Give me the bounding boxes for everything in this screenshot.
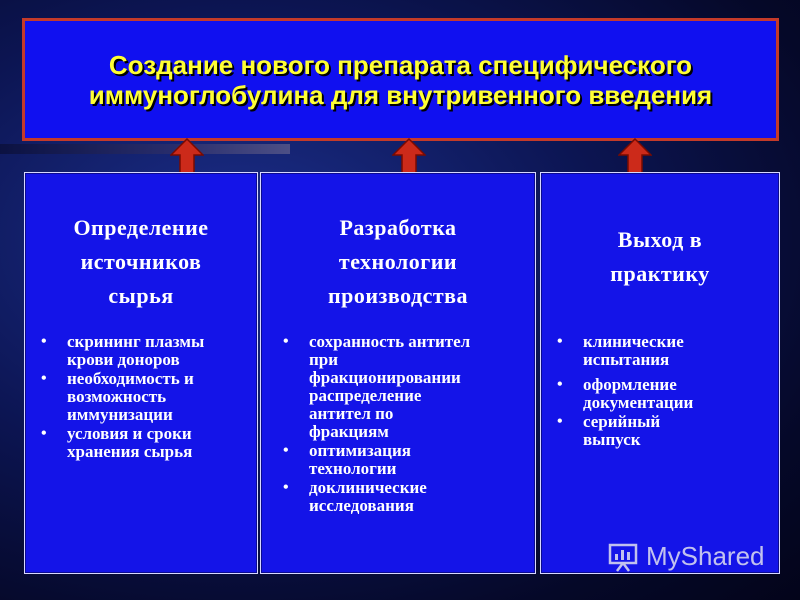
column-technology xyxy=(260,172,536,574)
bullet-list xyxy=(555,333,775,450)
column-practice xyxy=(540,172,780,574)
list-item: • оформление документации xyxy=(555,376,775,412)
title-box xyxy=(22,18,779,141)
list-item: • доклинические исследования xyxy=(281,479,531,515)
watermark-text: MyShared xyxy=(646,540,765,571)
list-item: • клинические испытания xyxy=(555,333,775,369)
list-item: • серийный выпуск xyxy=(555,413,775,449)
list-item: • оптимизация технологии xyxy=(281,442,531,478)
slide-title: Создание нового препарата специфического иммуноглобулина для внутривенного введения xyxy=(88,49,713,110)
column-heading: Определение источников сырья xyxy=(73,215,209,308)
column-heading: Выход в практику xyxy=(610,227,710,286)
bullet-list xyxy=(39,333,253,462)
list-item: • скрининг плазмы крови доноров xyxy=(39,333,253,369)
list-item: • условия и сроки хранения сырья xyxy=(39,425,253,461)
list-item: • необходимость и возможность иммунизации xyxy=(39,370,253,424)
column-raw-materials xyxy=(24,172,258,574)
watermark xyxy=(606,536,786,576)
list-item: • сохранность антител при фракционировании распределение антител по фракциям xyxy=(281,333,531,441)
column-heading: Разработка технологии производства xyxy=(327,215,469,308)
presentation-icon xyxy=(606,539,640,573)
bullet-list xyxy=(281,333,531,516)
decorative-bar xyxy=(0,144,290,154)
